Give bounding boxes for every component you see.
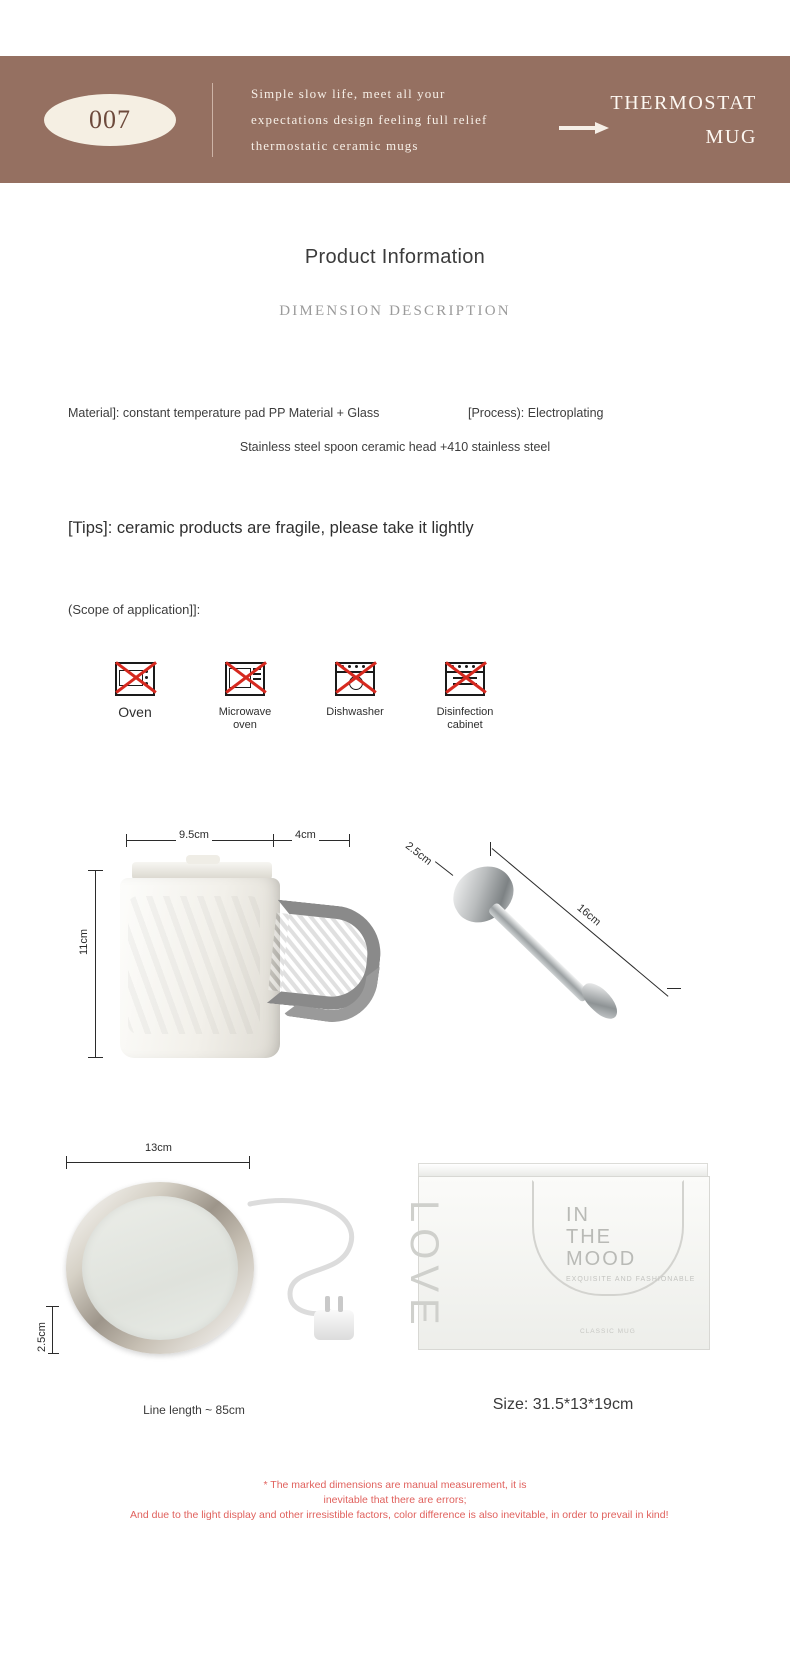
box-mood-line-3: MOOD xyxy=(566,1248,637,1270)
page-subtitle: DIMENSION DESCRIPTION xyxy=(279,303,511,319)
disinfection-cabinet-icon xyxy=(443,660,487,700)
mug-handle-width-tick xyxy=(349,834,350,847)
banner-slogan xyxy=(251,81,521,159)
disinfection-cabinet-label-line-2: cabinet xyxy=(447,719,483,731)
oven-label: Oven xyxy=(118,704,152,720)
disinfection-cabinet-label xyxy=(410,706,520,732)
disinfection-cabinet-label-line-1: Disinfection xyxy=(436,706,494,718)
box-size-caption: Size: 31.5*13*19cm xyxy=(492,1396,634,1413)
spec-material: Material]: constant temperature pad PP Material + Glass xyxy=(68,406,380,420)
footer-note-line-3: And due to the light display and other irresistible factors, color difference is also inevitable, in order to prevail in kind! xyxy=(130,1509,669,1521)
scope-text: (Scope of application]]: xyxy=(68,602,201,617)
banner-divider xyxy=(212,83,213,157)
line-length-caption: Line length ~ 85cm xyxy=(143,1403,245,1417)
coaster-diameter-label: 13cm xyxy=(142,1142,175,1154)
power-cord-art xyxy=(246,1188,376,1338)
mug-handle-width-label: 4cm xyxy=(292,829,319,841)
microwave-oven-label xyxy=(190,706,300,732)
banner-number-badge: 007 xyxy=(44,94,176,146)
banner-slogan-line-1: Simple slow life, meet all your xyxy=(251,85,446,101)
mug-height-tick-bottom xyxy=(88,1057,103,1058)
icon-item-disinfection-cabinet xyxy=(410,660,520,732)
coaster-art xyxy=(66,1182,254,1354)
box-bottom-text: CLASSIC MUG xyxy=(580,1328,636,1335)
oven-icon xyxy=(113,660,157,700)
mug-body-art xyxy=(120,878,280,1058)
footer-note xyxy=(0,1478,790,1523)
banner-product-name xyxy=(557,86,757,154)
tips-text: [Tips]: ceramic products are fragile, please take it lightly xyxy=(68,519,474,537)
spec-process: [Process): Electroplating xyxy=(468,406,604,420)
box-love-text: LOVE xyxy=(402,1200,446,1331)
coaster-diameter-tick-right xyxy=(249,1156,250,1169)
banner-product-name-line-2: MUG xyxy=(705,125,757,148)
microwave-oven-label-line-1: Microwave xyxy=(218,706,272,718)
spoon-length-label: 16cm xyxy=(572,900,605,930)
dishwasher-icon xyxy=(333,660,377,700)
mug-height-line xyxy=(95,870,96,1058)
application-scope-icons xyxy=(68,660,494,740)
page-title: Product Information xyxy=(304,246,486,268)
coaster-thickness-label: 2.5cm xyxy=(36,1319,48,1355)
spec-row-material xyxy=(68,406,728,420)
footer-note-line-1: * The marked dimensions are manual measurement, it is xyxy=(263,1479,527,1491)
coaster-surface-art xyxy=(82,1196,238,1340)
spoon-length-tick-start xyxy=(490,842,491,856)
spoon-stem-art xyxy=(487,902,591,1003)
banner-slogan-line-2: expectations design feeling full relief xyxy=(251,111,488,127)
mug-height-tick-top xyxy=(88,870,103,871)
spec-spoon: Stainless steel spoon ceramic head +410 stainless steel xyxy=(239,440,551,454)
box-mood-text xyxy=(566,1204,636,1270)
mug-height-label: 11cm xyxy=(78,926,90,958)
box-mood-line-1: IN xyxy=(566,1204,590,1226)
icon-item-microwave-oven xyxy=(190,660,300,732)
banner-slogan-line-3: thermostatic ceramic mugs xyxy=(251,137,419,153)
arrow-right-icon xyxy=(559,122,611,134)
mug-handle-lower-art xyxy=(282,954,380,1028)
coaster-diameter-line xyxy=(66,1162,250,1163)
icon-item-oven xyxy=(80,660,190,719)
box-subtitle-text: EXQUISITE AND FASHIONABLE xyxy=(566,1276,696,1283)
power-plug-art xyxy=(314,1310,354,1340)
microwave-oven-label-line-2: oven xyxy=(233,719,257,731)
microwave-oven-icon xyxy=(223,660,267,700)
header-banner xyxy=(0,56,790,183)
mug-knob-art xyxy=(186,855,220,864)
coaster-thickness-line xyxy=(52,1306,53,1354)
banner-product-name-line-1: THERMOSTAT xyxy=(610,91,757,114)
spoon-length-tick-end xyxy=(667,988,681,989)
box-mood-line-2: THE xyxy=(566,1226,612,1248)
coaster-thickness-tick-top xyxy=(46,1306,59,1307)
dishwasher-label: Dishwasher xyxy=(326,706,384,718)
spoon-head-label: 2.5cm xyxy=(401,838,437,870)
footer-note-line-2: inevitable that there are errors; xyxy=(323,1494,467,1506)
coaster-diameter-tick-left xyxy=(66,1156,67,1169)
icon-item-dishwasher xyxy=(300,660,410,719)
mug-width-label: 9.5cm xyxy=(176,829,212,841)
mug-width-tick-left xyxy=(126,834,127,847)
